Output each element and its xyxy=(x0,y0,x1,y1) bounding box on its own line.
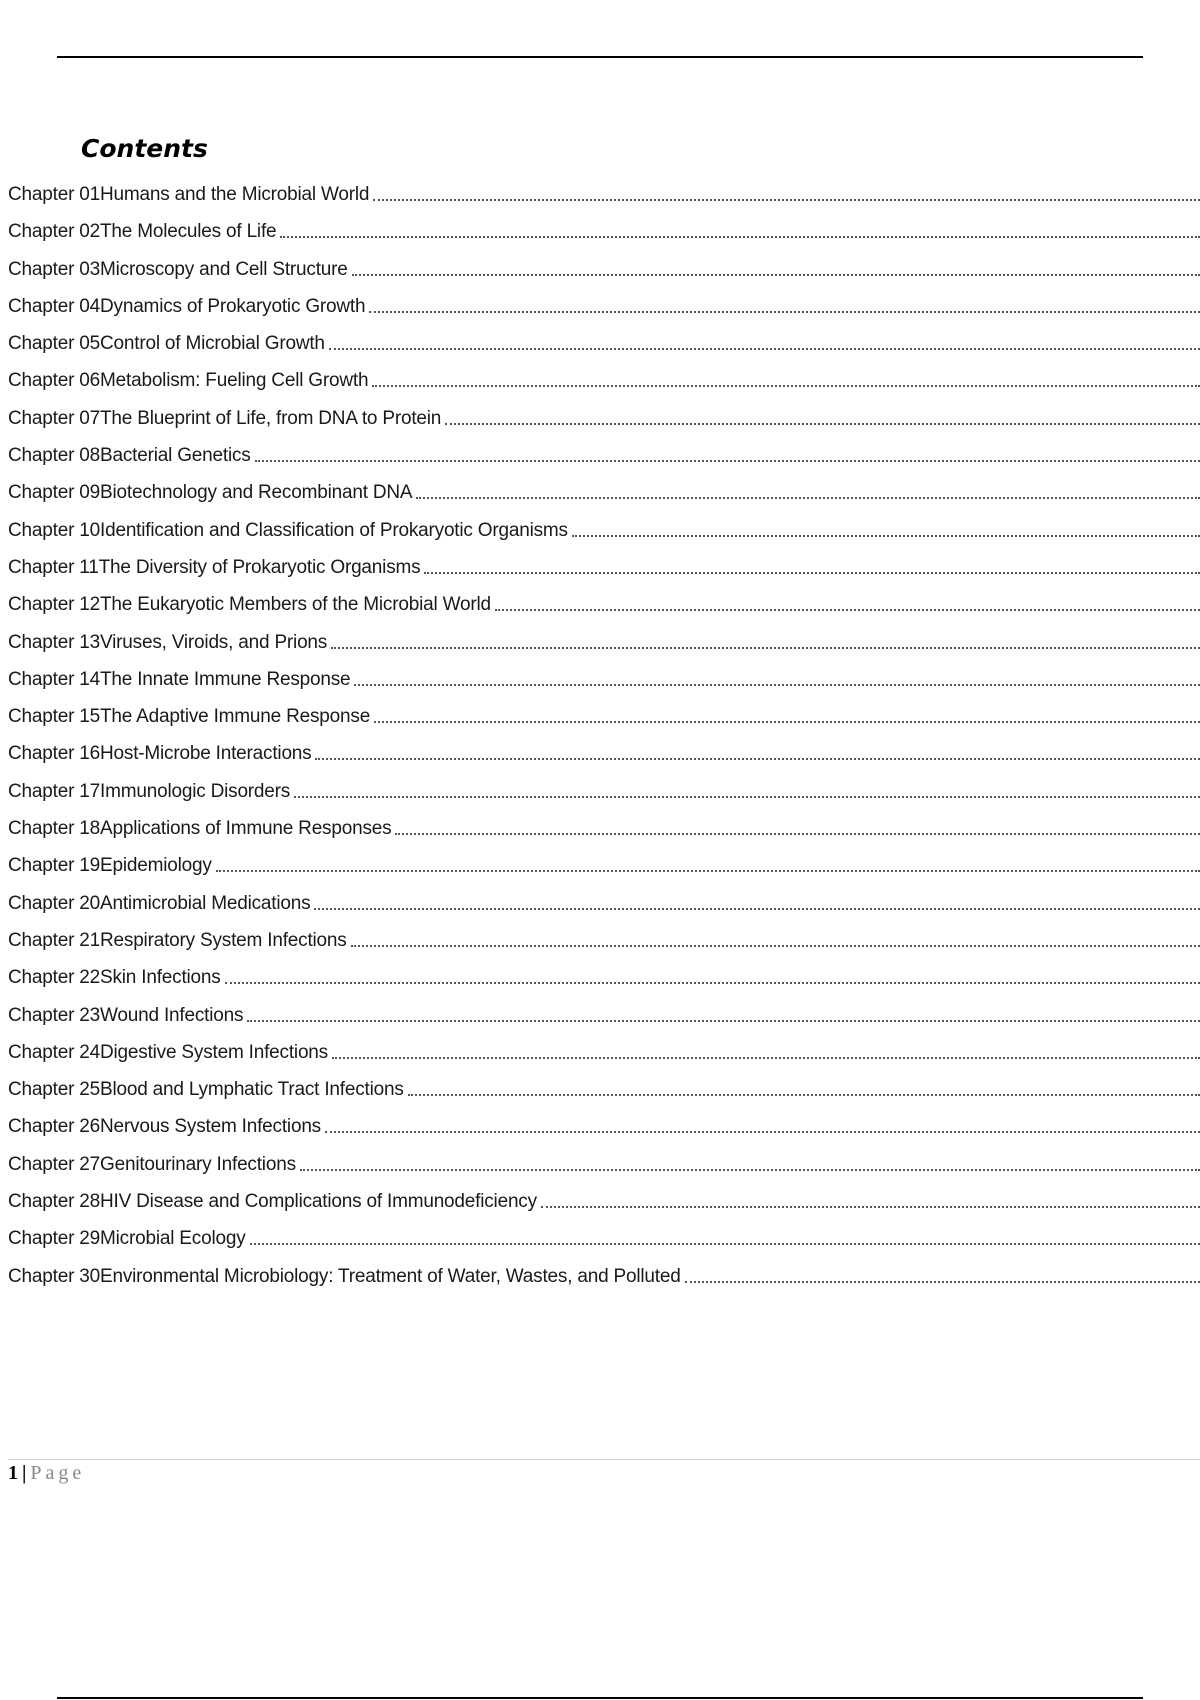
toc-entry-label: Chapter 21Respiratory System Infections xyxy=(8,930,347,951)
toc-leader-dots xyxy=(424,558,1200,574)
toc-leader-dots xyxy=(445,409,1200,425)
header-rule xyxy=(57,56,1143,58)
toc-leader-dots xyxy=(369,297,1200,313)
toc-entry[interactable] xyxy=(8,1006,1200,1043)
toc-leader-dots xyxy=(685,1267,1200,1283)
toc-entry[interactable] xyxy=(8,894,1200,931)
toc-entry-label: Chapter 27Genitourinary Infections xyxy=(8,1154,296,1175)
toc-entry[interactable] xyxy=(8,334,1200,371)
toc-entry[interactable] xyxy=(8,297,1200,334)
toc-entry[interactable] xyxy=(8,1117,1200,1154)
toc-leader-dots xyxy=(395,819,1200,835)
toc-entry-label: Chapter 16Host-Microbe Interactions xyxy=(8,744,312,765)
toc-entry[interactable] xyxy=(8,1267,1200,1304)
toc-entry-label: Chapter 23Wound Infections xyxy=(8,1005,244,1026)
toc-leader-dots xyxy=(250,1229,1200,1245)
toc-leader-dots xyxy=(352,260,1200,276)
toc-entry-label: Chapter 17Immunologic Disorders xyxy=(8,781,291,802)
toc-entry[interactable] xyxy=(8,595,1200,632)
toc-leader-dots xyxy=(247,1006,1200,1022)
toc-entry[interactable] xyxy=(8,819,1200,856)
toc-entry-label: Chapter 07The Blueprint of Life, from DNA to Protein xyxy=(8,408,442,429)
toc-entry[interactable] xyxy=(8,856,1200,893)
toc-entry[interactable] xyxy=(8,260,1200,297)
toc-leader-dots xyxy=(255,446,1200,462)
toc-entry[interactable] xyxy=(8,409,1200,446)
toc-leader-dots xyxy=(300,1155,1200,1171)
toc-entry[interactable] xyxy=(8,707,1200,744)
toc-entry-label: Chapter 14The Innate Immune Response xyxy=(8,669,351,690)
toc-entry[interactable] xyxy=(8,483,1200,520)
toc-entry[interactable] xyxy=(8,521,1200,558)
toc-entry-label: Chapter 22Skin Infections xyxy=(8,968,221,989)
toc-entry-label: Chapter 08Bacterial Genetics xyxy=(8,446,251,467)
toc-entry[interactable] xyxy=(8,1155,1200,1192)
toc-leader-dots xyxy=(408,1080,1200,1096)
footer-rule xyxy=(8,1459,1200,1460)
bottom-rule xyxy=(57,1697,1143,1699)
toc-entry[interactable] xyxy=(8,371,1200,408)
toc-entry-label: Chapter 30Environmental Microbiology: Treatment of Water, Wastes, and Polluted xyxy=(8,1266,681,1287)
toc-entry-label: Chapter 18Applications of Immune Responses xyxy=(8,819,392,840)
toc-entry-label: Chapter 05Control of Microbial Growth xyxy=(8,334,325,355)
toc-entry-label: Chapter 19Epidemiology xyxy=(8,856,212,877)
toc-entry-label: Chapter 26Nervous System Infections xyxy=(8,1117,321,1138)
toc-leader-dots xyxy=(331,633,1200,649)
toc-entry-label: Chapter 29Microbial Ecology xyxy=(8,1229,246,1250)
toc-entry[interactable] xyxy=(8,1192,1200,1229)
toc-entry[interactable] xyxy=(8,633,1200,670)
toc-leader-dots xyxy=(314,894,1200,910)
toc-entry-label: Chapter 24Digestive System Infections xyxy=(8,1042,328,1063)
toc-entry-label: Chapter 09Biotechnology and Recombinant DNA xyxy=(8,483,413,504)
page-label: Page xyxy=(30,1462,86,1484)
toc-leader-dots xyxy=(225,968,1200,984)
toc-entry-label: Chapter 10Identification and Classification of Prokaryotic Organisms xyxy=(8,520,568,541)
toc-leader-dots xyxy=(354,670,1200,686)
toc-leader-dots xyxy=(280,222,1200,238)
toc-entry[interactable] xyxy=(8,1229,1200,1266)
toc-entry-label: Chapter 13Viruses, Viroids, and Prions xyxy=(8,632,328,653)
toc-entry[interactable] xyxy=(8,446,1200,483)
toc-entry[interactable] xyxy=(8,931,1200,968)
toc-entry[interactable] xyxy=(8,670,1200,707)
toc-entry-label: Chapter 11The Diversity of Prokaryotic Organisms xyxy=(8,557,421,578)
toc-leader-dots xyxy=(315,744,1200,760)
toc-leader-dots xyxy=(329,334,1200,350)
toc-entry-label: Chapter 15The Adaptive Immune Response xyxy=(8,707,371,728)
page-footer xyxy=(8,1462,85,1485)
toc-entry-label: Chapter 02The Molecules of Life xyxy=(8,222,277,243)
toc-leader-dots xyxy=(332,1043,1200,1059)
toc-leader-dots xyxy=(351,931,1200,947)
toc-entry[interactable] xyxy=(8,1080,1200,1117)
toc-leader-dots xyxy=(374,707,1200,723)
toc-leader-dots xyxy=(372,371,1200,387)
toc-entry[interactable] xyxy=(8,185,1200,222)
contents-title: Contents xyxy=(81,134,208,163)
toc-entry[interactable] xyxy=(8,744,1200,781)
toc-entry-label: Chapter 12The Eukaryotic Members of the Microbial World xyxy=(8,595,491,616)
toc-leader-dots xyxy=(541,1192,1200,1208)
toc-entry[interactable] xyxy=(8,558,1200,595)
toc-entry-label: Chapter 20Antimicrobial Medications xyxy=(8,893,311,914)
toc-leader-dots xyxy=(216,856,1200,872)
toc-entry-label: Chapter 28HIV Disease and Complications of Immunodeficiency xyxy=(8,1192,537,1213)
toc-entry[interactable] xyxy=(8,782,1200,819)
toc-leader-dots xyxy=(572,521,1200,537)
table-of-contents xyxy=(8,185,1200,1304)
toc-entry[interactable] xyxy=(8,222,1200,259)
page-number: 1 xyxy=(8,1462,18,1484)
toc-leader-dots xyxy=(495,595,1200,611)
toc-entry[interactable] xyxy=(8,1043,1200,1080)
toc-entry-label: Chapter 04Dynamics of Prokaryotic Growth xyxy=(8,296,366,317)
toc-leader-dots xyxy=(294,782,1200,798)
toc-entry-label: Chapter 25Blood and Lymphatic Tract Infections xyxy=(8,1080,404,1101)
toc-entry[interactable] xyxy=(8,968,1200,1005)
toc-entry-label: Chapter 06Metabolism: Fueling Cell Growth xyxy=(8,371,369,392)
toc-leader-dots xyxy=(416,483,1200,499)
page-separator: | xyxy=(22,1462,27,1484)
toc-entry-label: Chapter 03Microscopy and Cell Structure xyxy=(8,259,348,280)
toc-entry-label: Chapter 01Humans and the Microbial World xyxy=(8,185,370,205)
toc-leader-dots xyxy=(373,185,1200,201)
toc-leader-dots xyxy=(325,1117,1200,1133)
